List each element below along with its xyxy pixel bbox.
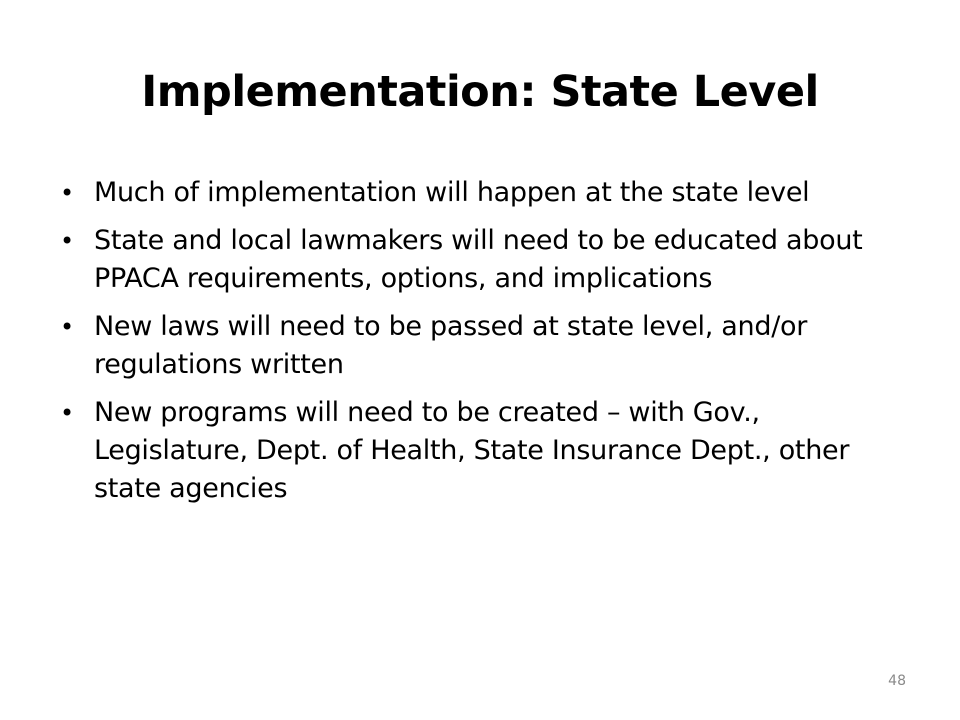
bullet-icon: • xyxy=(60,179,74,207)
bullet-icon: • xyxy=(60,313,74,341)
bullet-icon: • xyxy=(60,399,74,427)
page-number: 48 xyxy=(888,673,906,689)
slide-title: Implementation: State Level xyxy=(141,67,819,117)
bullet-item xyxy=(56,308,906,384)
bullet-text: Much of implementation will happen at the state level xyxy=(94,177,810,208)
bullet-icon: • xyxy=(60,227,74,255)
bullet-item xyxy=(56,394,906,508)
bullet-text: New programs will need to be created – with Gov., Legislature, Dept. of Health, State Insurance Dept., other state agencies xyxy=(94,397,850,504)
bullet-item xyxy=(56,222,906,298)
bullet-text: New laws will need to be passed at state level, and/or regulations written xyxy=(94,311,808,380)
bullet-list xyxy=(56,174,906,518)
bullet-item xyxy=(56,174,906,212)
bullet-text: State and local lawmakers will need to be educated about PPACA requirements, options, and implications xyxy=(94,225,863,294)
